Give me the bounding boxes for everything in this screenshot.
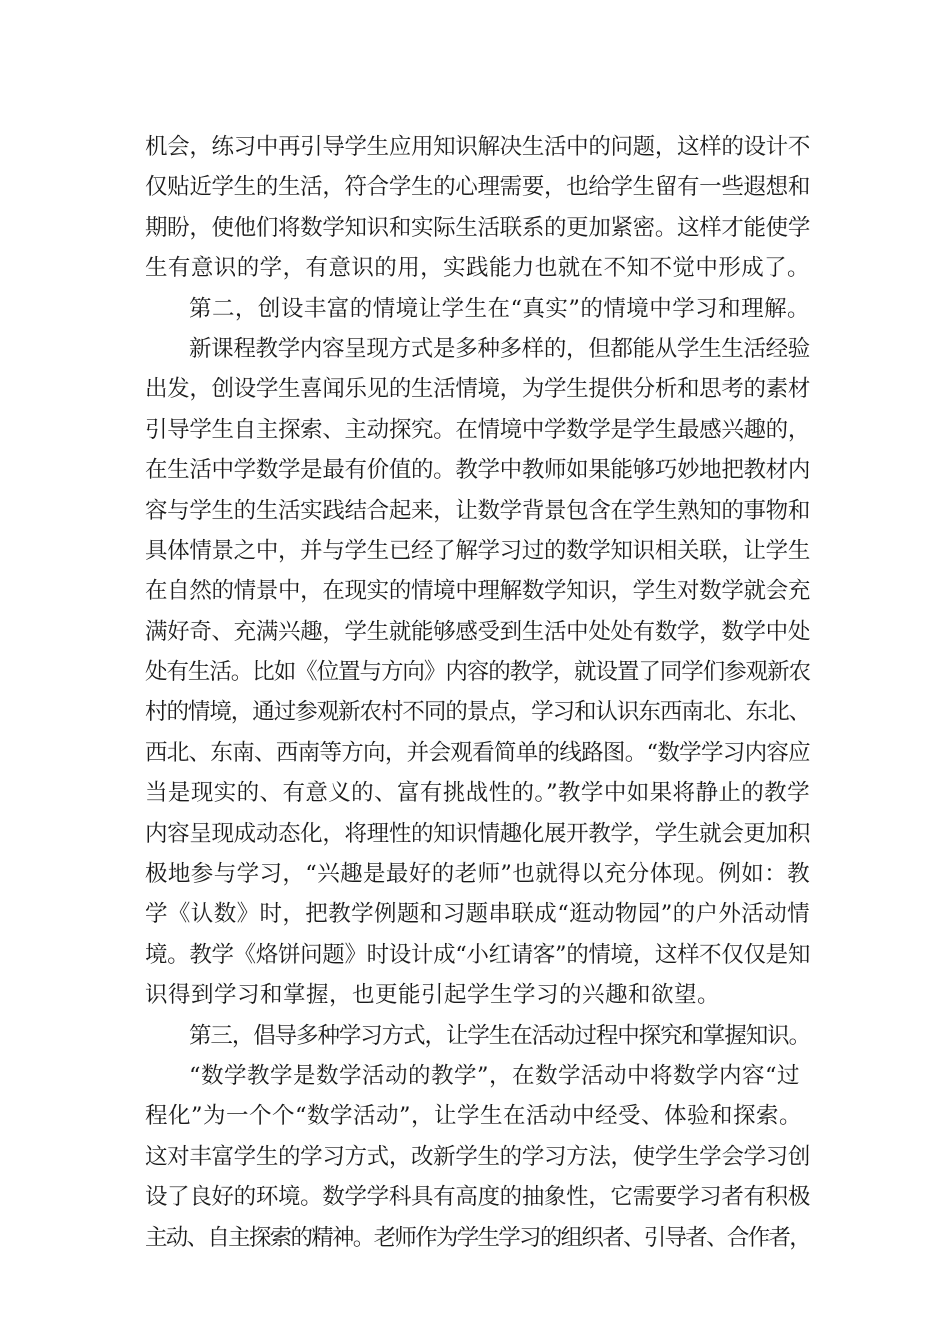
text-line: 程化”为一个个“数学活动”，让学生在活动中经受、体验和探索。 — [145, 1103, 803, 1130]
text-line: 引导学生自主探索、主动探究。在情境中学数学是学生最感兴趣的， — [145, 416, 810, 443]
text-line: 仅贴近学生的生活，符合学生的心理需要，也给学生留有一些遐想和 — [145, 174, 810, 201]
text-line: 村的情境，通过参观新农村不同的景点，学习和认识东西南北、东北、 — [145, 699, 810, 726]
body-text — [145, 127, 810, 1258]
paragraph-first-line: “数学教学是数学活动的教学”，在数学活动中将数学内容“过 — [189, 1062, 801, 1089]
text-line: 这对丰富学生的学习方式，改新学生的学习方法，使学生学会学习创 — [145, 1143, 810, 1170]
text-line: 容与学生的生活实践结合起来，让数学背景包含在学生熟知的事物和 — [145, 497, 810, 524]
text-line: 境。教学《烙饼问题》时设计成“小红请客”的情境，这样不仅仅是知 — [145, 941, 810, 968]
text-line: 内容呈现成动态化，将理性的知识情趣化展开教学，学生就会更加积 — [145, 820, 810, 847]
text-line: 识得到学习和掌握，也更能引起学生学习的兴趣和欲望。 — [145, 982, 721, 1009]
paragraph-first-line: 第二，创设丰富的情境让学生在“真实”的情境中学习和理解。 — [189, 295, 810, 322]
text-line: 生有意识的学，有意识的用，实践能力也就在不知不觉中形成了。 — [145, 255, 810, 282]
text-line: 在生活中学数学是最有价值的。教学中教师如果能够巧妙地把教材内 — [145, 457, 810, 484]
text-line: 具体情景之中，并与学生已经了解学习过的数学知识相关联，让学生 — [145, 537, 810, 564]
paragraph-first-line: 新课程教学内容呈现方式是多种多样的，但都能从学生生活经验 — [189, 335, 810, 362]
text-line: 机会，练习中再引导学生应用知识解决生活中的问题，这样的设计不 — [145, 134, 810, 160]
text-line: 主动、自主探索的精神。老师作为学生学习的组织者、引导者、合作者， — [145, 1224, 810, 1251]
text-line: 西北、东南、西南等方向，并会观看简单的线路图。“数学学习内容应 — [145, 739, 810, 766]
text-line: 极地参与学习，“兴趣是最好的老师”也就得以充分体现。例如：教 — [145, 861, 810, 888]
text-line: 当是现实的、有意义的、富有挑战性的。”教学中如果将静止的教学 — [145, 780, 810, 807]
text-line: 满好奇、充满兴趣，学生就能够感受到生活中处处有数学，数学中处 — [145, 618, 810, 645]
text-line: 设了良好的环境。数学学科具有高度的抽象性，它需要学习者有积极 — [145, 1184, 810, 1211]
text-line: 出发，创设学生喜闻乐见的生活情境，为学生提供分析和思考的素材 — [145, 376, 810, 403]
text-line: 在自然的情景中，在现实的情境中理解数学知识，学生对数学就会充 — [145, 578, 810, 605]
paragraph-first-line: 第三，倡导多种学习方式，让学生在活动过程中探究和掌握知识。 — [189, 1022, 810, 1049]
text-line: 处有生活。比如《位置与方向》内容的教学，就设置了同学们参观新农 — [145, 659, 810, 686]
text-line: 期盼，使他们将数学知识和实际生活联系的更加紧密。这样才能使学 — [145, 214, 810, 241]
text-line: 学《认数》时，把教学例题和习题串联成“逛动物园”的户外活动情 — [145, 901, 810, 928]
